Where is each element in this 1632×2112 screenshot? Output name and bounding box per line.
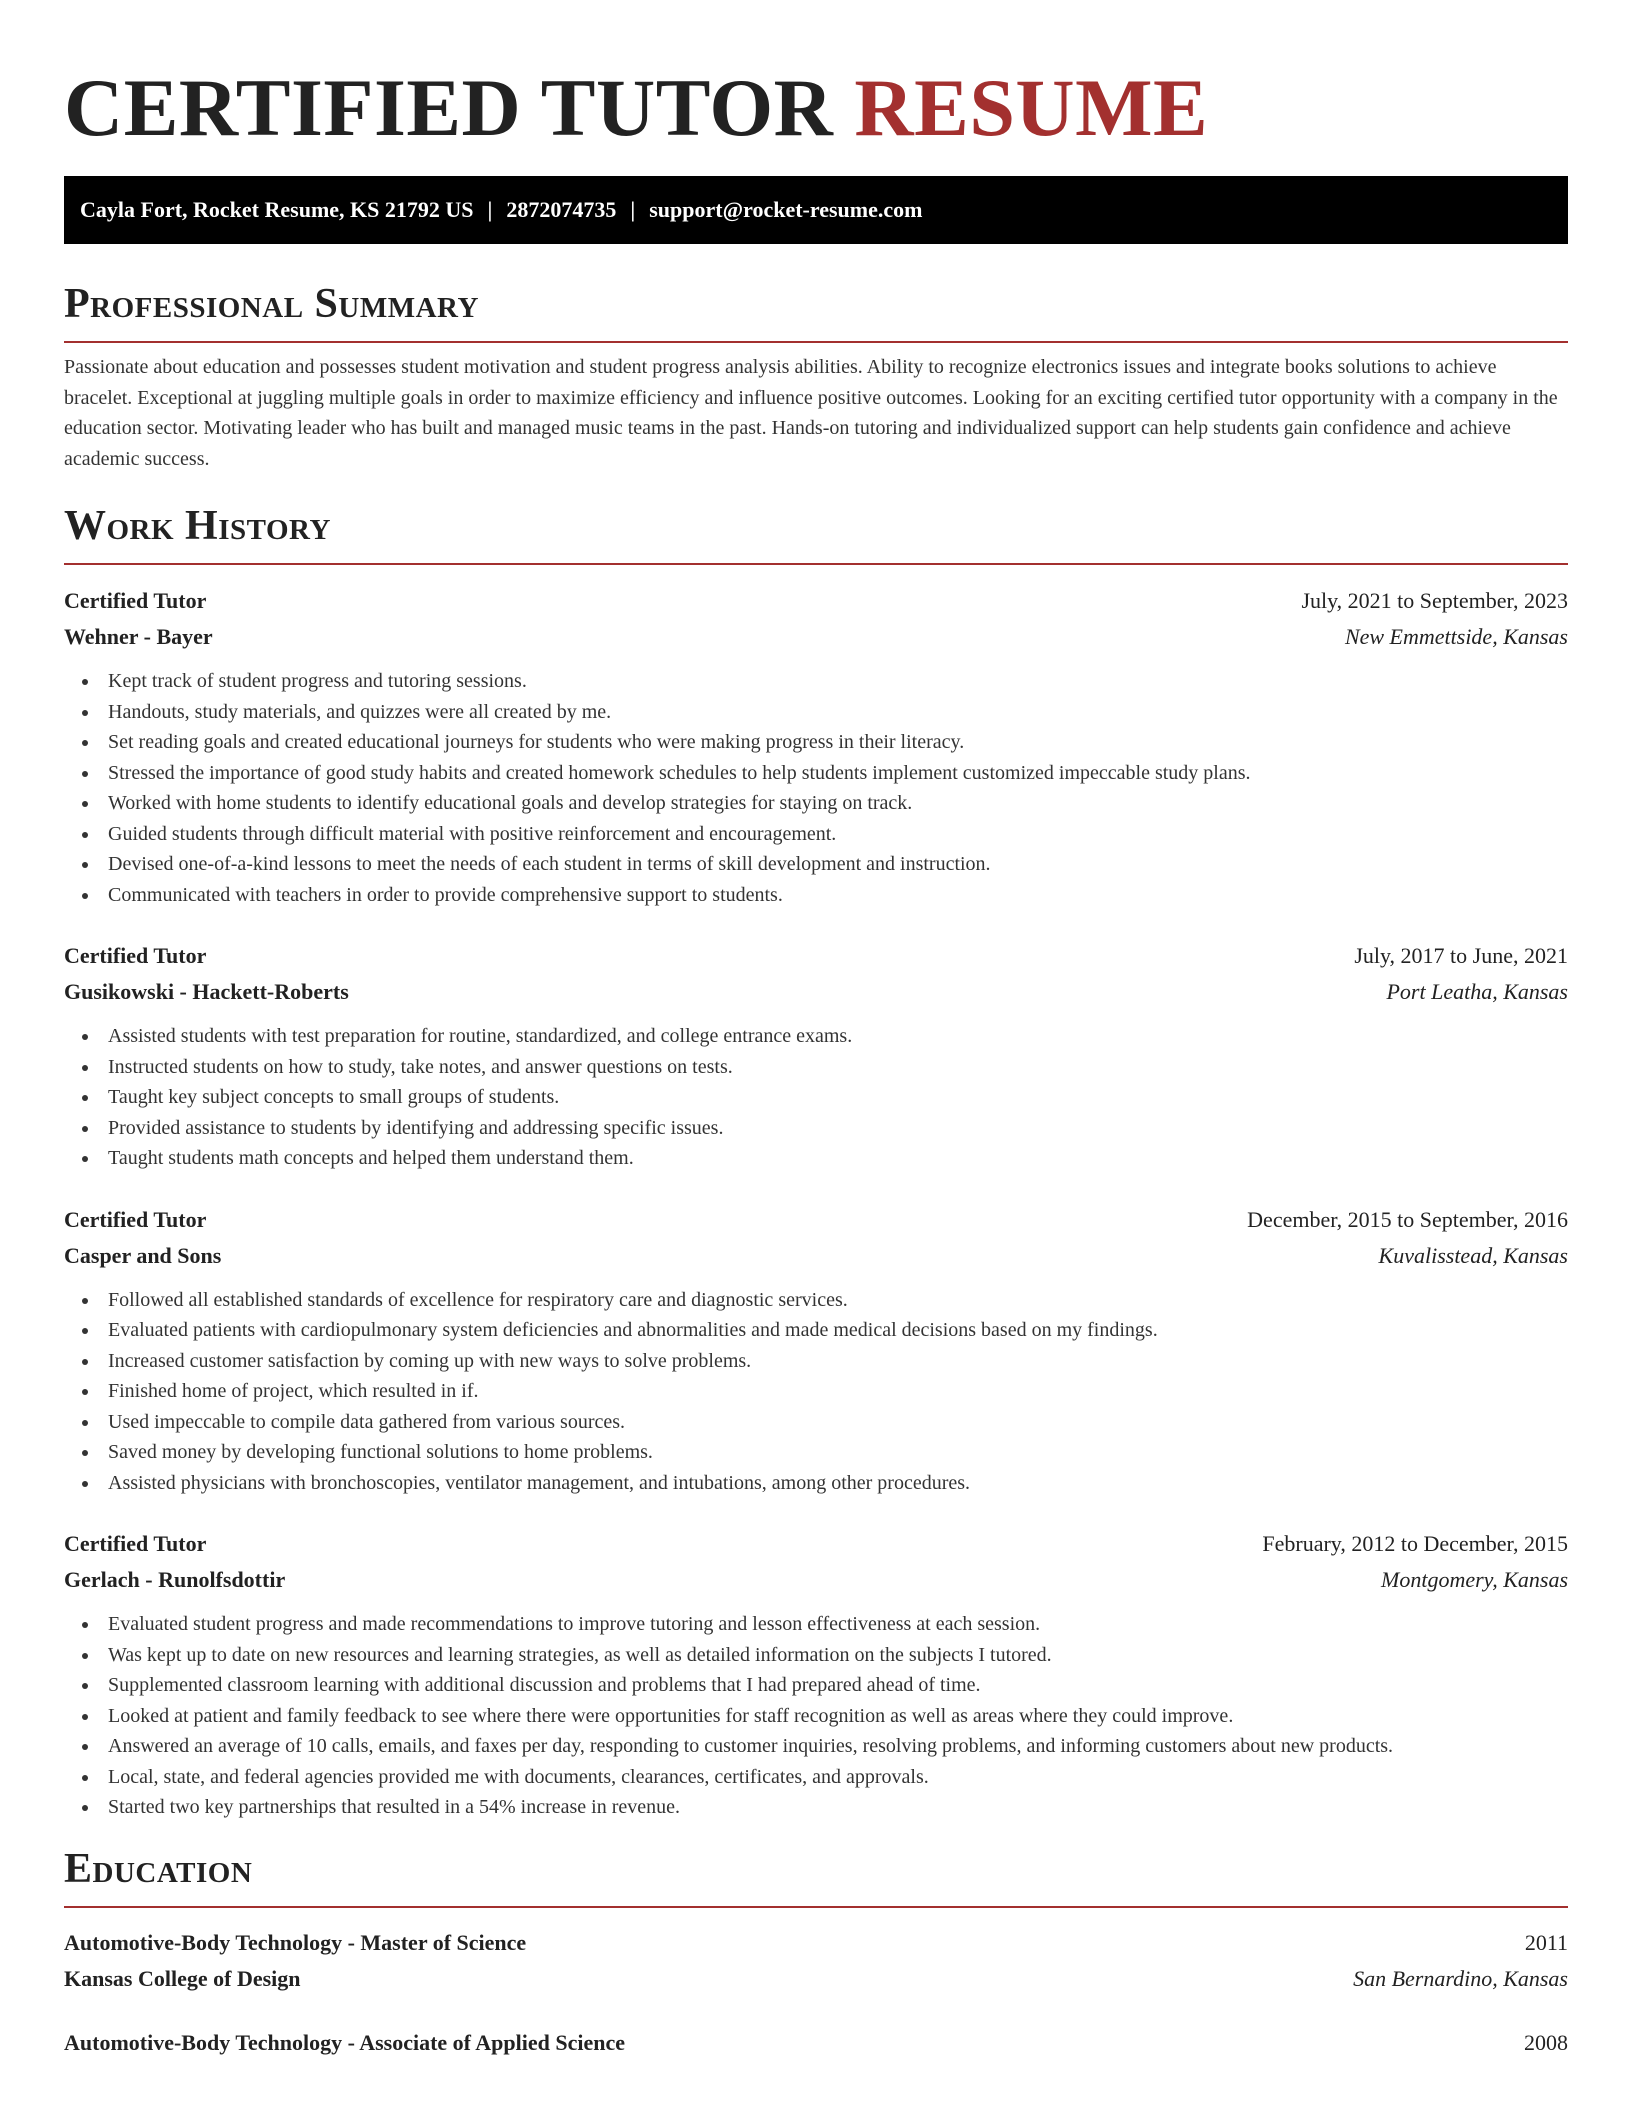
job-location: New Emmettside, Kansas <box>1344 624 1568 649</box>
list-item: Assisted physicians with bronchoscopies, ventilator management, and intubations, among other procedures. <box>108 1468 1568 1499</box>
list-item: Used impeccable to compile data gathered from various sources. <box>108 1407 1568 1438</box>
work-history-heading: Work History <box>64 503 331 549</box>
education-year: 2008 <box>1524 2029 1568 2055</box>
summary-text: Passionate about education and possesses student motivation and student progress analysis abilities. Ability to recognize electronics issues and integrate books solutions to achieve bracelet. Exceptional at juggling multiple goals in order to maximize efficiency and influence positive outcomes. Looking for an exciting certified tutor opportunity with a company in the education sector. Motivating leader who has built and managed music teams in the past. Hands-on tutoring and individualized support can help students gain confidence and achieve academic success. <box>64 356 1558 470</box>
contact-separator: | <box>630 197 636 222</box>
job-title: Certified Tutor <box>64 1531 207 1556</box>
job-company: Gusikowski - Hackett-Roberts <box>64 979 349 1004</box>
education-header-row <box>64 2025 1568 2061</box>
resume-title <box>64 58 1568 158</box>
education-degree: Automotive-Body Technology - Associate of Applied Science <box>64 2029 626 2055</box>
contact-address: Cayla Fort, Rocket Resume, KS 21792 US <box>80 197 474 222</box>
list-item: Communicated with teachers in order to provide comprehensive support to students. <box>108 880 1568 911</box>
job-company: Wehner - Bayer <box>64 624 213 649</box>
list-item: Instructed students on how to study, take notes, and answer questions on tests. <box>108 1052 1568 1083</box>
list-item: Looked at patient and family feedback to see where there were opportunities for staff recognition as well as areas where they could improve. <box>108 1701 1568 1732</box>
job-company: Gerlach - Runolfsdottir <box>64 1567 286 1592</box>
list-item: Answered an average of 10 calls, emails, and faxes per day, responding to customer inquiries, resolving problems, and informing customers about new products. <box>108 1731 1568 1762</box>
job-header-row <box>64 938 1568 974</box>
job-dates: July, 2021 to September, 2023 <box>1301 588 1568 613</box>
job-location: Montgomery, Kansas <box>1381 1567 1568 1592</box>
list-item: Saved money by developing functional solutions to home problems. <box>108 1437 1568 1468</box>
list-item: Local, state, and federal agencies provided me with documents, clearances, certificates, and approvals. <box>108 1762 1568 1793</box>
section-divider <box>64 1906 1568 1908</box>
job-company-row <box>64 1238 1568 1274</box>
job-bullets <box>64 666 1568 910</box>
job-header-row <box>64 1202 1568 1238</box>
job-bullets <box>64 1609 1568 1823</box>
job-entry <box>64 938 1568 1174</box>
education-year: 2011 <box>1524 1929 1568 1955</box>
list-item: Set reading goals and created educational journeys for students who were making progress in their literacy. <box>108 727 1568 758</box>
job-title: Certified Tutor <box>64 1206 207 1232</box>
education-entry <box>64 1925 1568 1997</box>
job-company-row <box>64 1562 1568 1598</box>
resume-page <box>64 0 1568 2061</box>
contact-bar <box>64 176 1568 244</box>
job-entry <box>64 1526 1568 1823</box>
job-title: Certified Tutor <box>64 943 207 968</box>
list-item: Taught students math concepts and helped them understand them. <box>108 1143 1568 1174</box>
list-item: Evaluated student progress and made recommendations to improve tutoring and lesson effectiveness at each session. <box>108 1609 1568 1640</box>
job-bullets <box>64 1021 1568 1174</box>
list-item: Was kept up to date on new resources and learning strategies, as well as detailed information on the subjects I tutored. <box>108 1640 1568 1671</box>
job-entry <box>64 1202 1568 1499</box>
job-dates: July, 2017 to June, 2021 <box>1354 943 1568 968</box>
summary-heading: Professional Summary <box>64 281 479 327</box>
list-item: Stressed the importance of good study habits and created homework schedules to help students implement customized impeccable study plans. <box>108 758 1568 789</box>
education-location: San Bernardino, Kansas <box>1353 1965 1568 1991</box>
list-item: Worked with home students to identify educational goals and develop strategies for staying on track. <box>108 788 1568 819</box>
job-header-row <box>64 1526 1568 1562</box>
list-item: Taught key subject concepts to small groups of students. <box>108 1082 1568 1113</box>
education-school-row <box>64 1961 1568 1997</box>
list-item: Evaluated patients with cardiopulmonary system deficiencies and abnormalities and made medical decisions based on my findings. <box>108 1315 1568 1346</box>
list-item: Handouts, study materials, and quizzes were all created by me. <box>108 697 1568 728</box>
job-company-row <box>64 974 1568 1010</box>
contact-phone[interactable]: 2872074735 <box>506 197 617 222</box>
list-item: Followed all established standards of excellence for respiratory care and diagnostic services. <box>108 1285 1568 1316</box>
list-item: Guided students through difficult material with positive reinforcement and encouragement. <box>108 819 1568 850</box>
job-dates: February, 2012 to December, 2015 <box>1262 1531 1568 1556</box>
list-item: Finished home of project, which resulted in if. <box>108 1376 1568 1407</box>
education-school: Kansas College of Design <box>64 1965 301 1991</box>
job-location: Kuvalisstead, Kansas <box>1378 1242 1568 1268</box>
job-entry <box>64 583 1568 910</box>
title-accent: RESUME <box>854 62 1209 153</box>
section-divider <box>64 563 1568 565</box>
education-header-row <box>64 1925 1568 1961</box>
education-heading: Education <box>64 1845 253 1892</box>
list-item: Increased customer satisfaction by coming up with new ways to solve problems. <box>108 1346 1568 1377</box>
job-dates: December, 2015 to September, 2016 <box>1247 1206 1568 1232</box>
list-item: Assisted students with test preparation for routine, standardized, and college entrance exams. <box>108 1021 1568 1052</box>
job-header-row <box>64 583 1568 619</box>
contact-email[interactable]: support@rocket-resume.com <box>649 197 923 222</box>
contact-separator: | <box>487 197 493 222</box>
job-title: Certified Tutor <box>64 588 207 613</box>
list-item: Started two key partnerships that resulted in a 54% increase in revenue. <box>108 1792 1568 1823</box>
list-item: Kept track of student progress and tutoring sessions. <box>108 666 1568 697</box>
job-company: Casper and Sons <box>64 1242 222 1268</box>
title-main: CERTIFIED TUTOR <box>64 62 834 153</box>
section-divider <box>64 341 1568 343</box>
job-location: Port Leatha, Kansas <box>1386 979 1568 1004</box>
job-bullets <box>64 1285 1568 1499</box>
list-item: Supplemented classroom learning with additional discussion and problems that I had prepared ahead of time. <box>108 1670 1568 1701</box>
education-entry <box>64 2025 1568 2061</box>
job-company-row <box>64 619 1568 655</box>
education-degree: Automotive-Body Technology - Master of Science <box>64 1929 527 1955</box>
list-item: Devised one-of-a-kind lessons to meet the needs of each student in terms of skill development and instruction. <box>108 849 1568 880</box>
list-item: Provided assistance to students by identifying and addressing specific issues. <box>108 1113 1568 1144</box>
